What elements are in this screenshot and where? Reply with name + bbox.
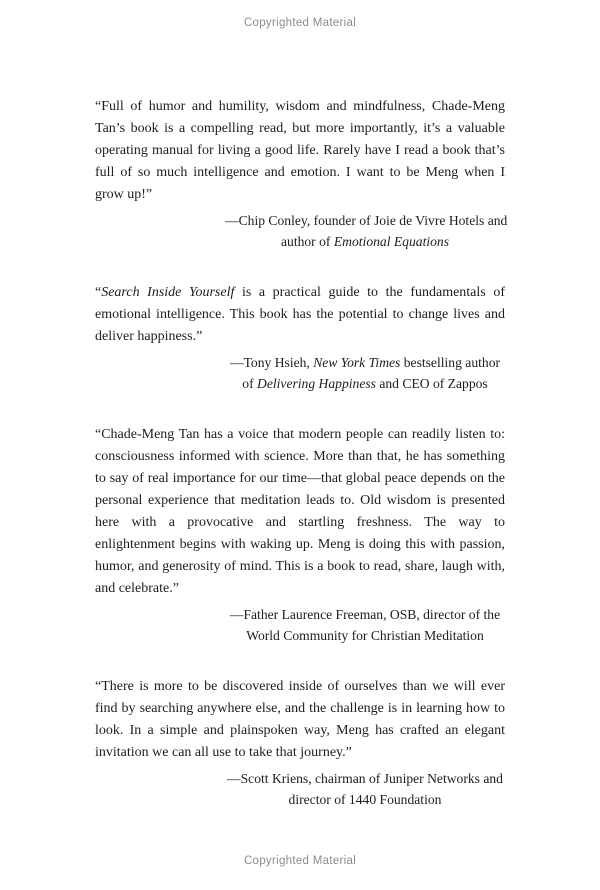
endorsement-quote-4 <box>95 676 505 810</box>
attribution-line: —Father Laurence Freeman, OSB, director of the <box>229 607 501 622</box>
endorsement-quote-2 <box>95 282 505 394</box>
copyright-notice-bottom: Copyrighted Material <box>243 855 357 867</box>
quote-text: “Search Inside Yourself is a practical guide to the fundamentals of emotional intelligence. This book has the potential to change lives and deliver happiness.” <box>95 285 505 344</box>
copyright-notice-top: Copyrighted Material <box>243 17 357 29</box>
quote-attribution <box>225 211 508 252</box>
attribution-line: —Scott Kriens, chairman of Juniper Networks and <box>227 771 503 786</box>
quote-attribution <box>225 353 505 394</box>
attribution-line: —Chip Conley, founder of Joie de Vivre Hotels and <box>225 213 508 228</box>
quote-text: “Chade-Meng Tan has a voice that modern people can readily listen to: consciousness informed with science. More than that, he has something to say of real importance for our time—that global peace depends on the personal experience that meditation leads to. Old wisdom is presented here with a provocative and startling freshness. The way to enlightenment begins with waking up. Meng is doing this with passion, humor, and generosity of mind. This is a book to read, share, laugh with, and celebrate.” <box>95 427 505 596</box>
quote-attribution <box>225 605 505 646</box>
quote-text: “Full of humor and humility, wisdom and mindfulness, Chade-Meng Tan’s book is a compelling read, but more importantly, it’s a valuable operating manual for living a good life. Rarely have I read a book that’s full of so much intelligence and emotion. I want to be Meng when I grow up!” <box>95 99 505 202</box>
endorsement-quote-1 <box>95 96 508 252</box>
attribution-line: —Tony Hsieh, New York Times bestselling author <box>229 355 501 370</box>
attribution-line: World Community for Christian Meditation <box>246 627 484 643</box>
quote-text: “There is more to be discovered inside of ourselves than we will ever find by searching anywhere else, and the challenge is in learning how to look. In a simple and plainspoken way, Meng has crafted an elegant invitation we can all use to take that journey.” <box>95 679 505 760</box>
endorsement-quote-3 <box>95 424 505 646</box>
quote-attribution <box>225 769 505 810</box>
attribution-line: of Delivering Happiness and CEO of Zappos <box>242 375 488 391</box>
attribution-line: director of 1440 Foundation <box>288 791 442 807</box>
attribution-line: author of Emotional Equations <box>280 233 450 249</box>
endorsements-text-block <box>95 96 508 840</box>
